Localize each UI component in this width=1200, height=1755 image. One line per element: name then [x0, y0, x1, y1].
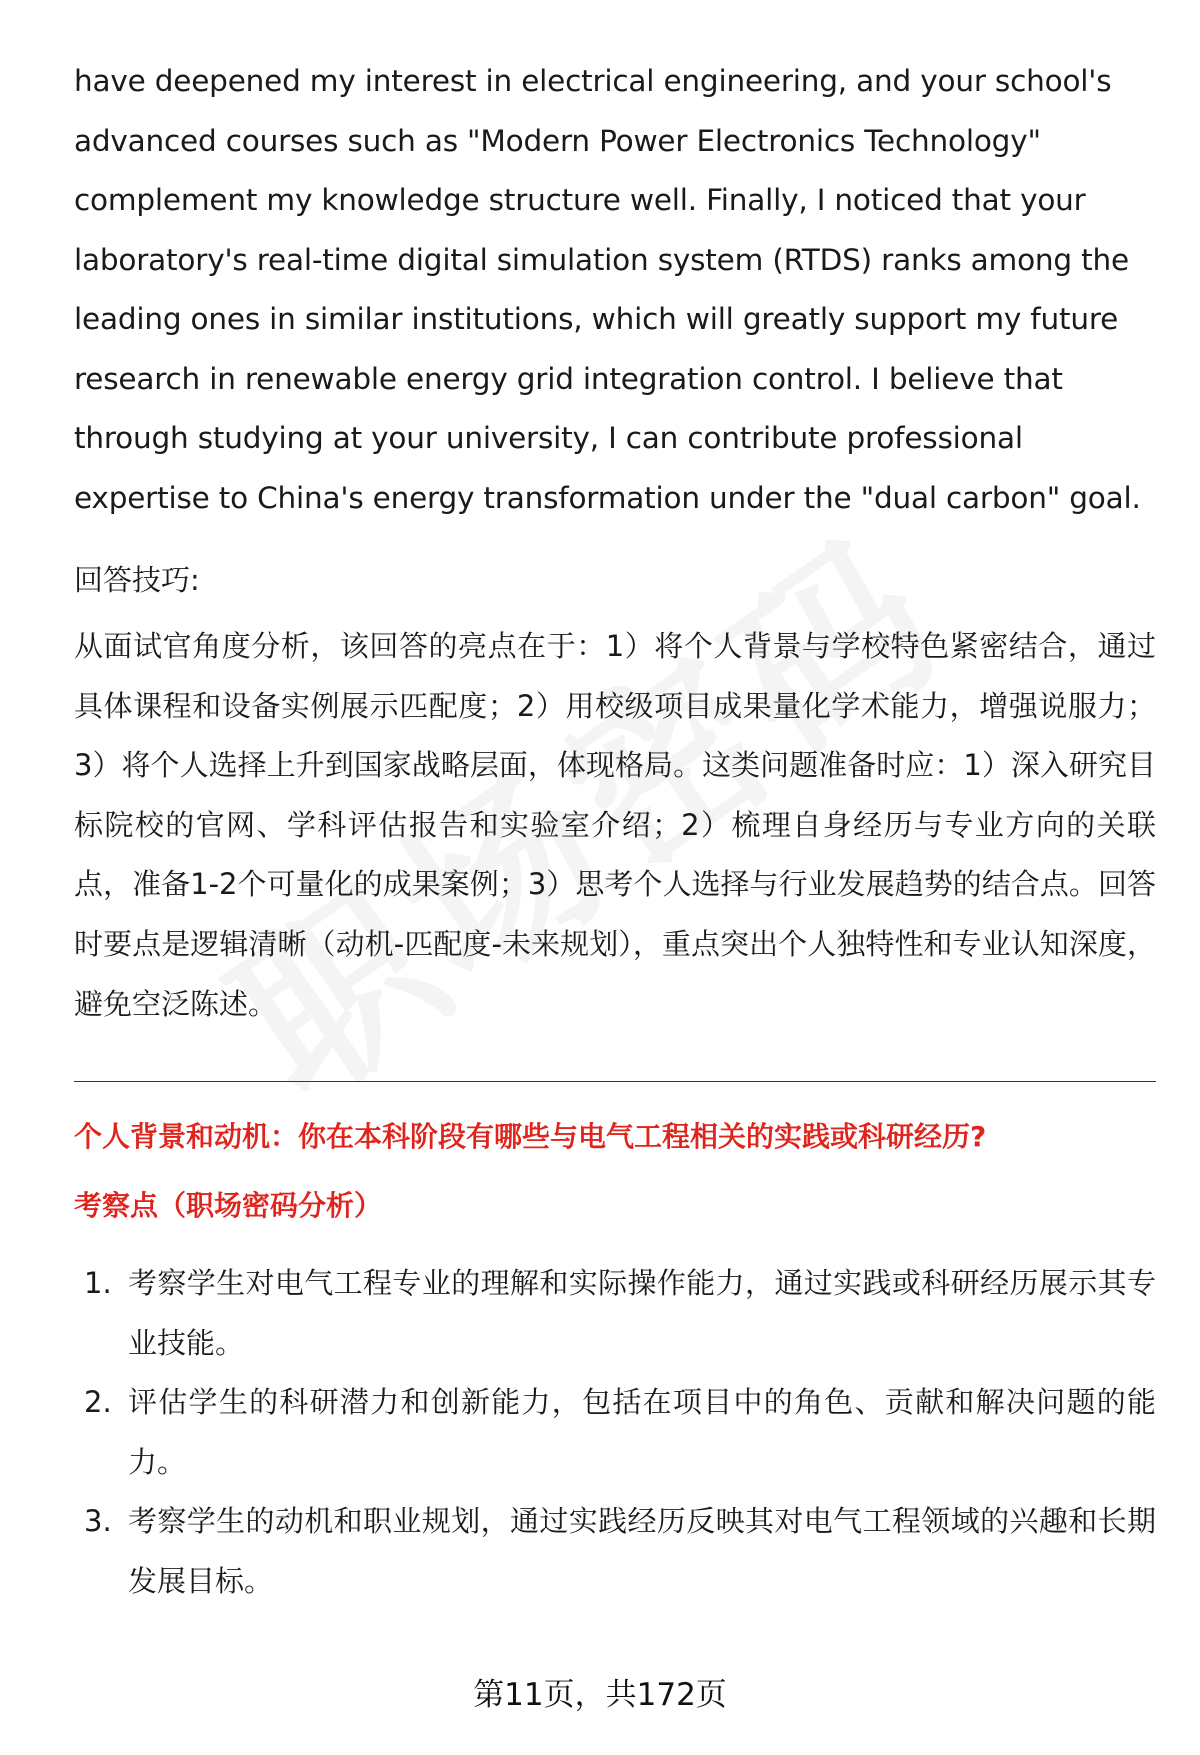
list-item-text: 考察学生对电气工程专业的理解和实际操作能力，通过实践或科研经历展示其专业技能。 [128, 1266, 1156, 1360]
list-item-number: 2. [84, 1385, 112, 1420]
list-item-text: 评估学生的科研潜力和创新能力，包括在项目中的角色、贡献和解决问题的能力。 [128, 1385, 1156, 1479]
list-item [74, 1492, 1156, 1611]
tips-body: 从面试官角度分析，该回答的亮点在于：1）将个人背景与学校特色紧密结合，通过具体课程和设备实例展示匹配度；2）用校级项目成果量化学术能力，增强说服力；3）将个人选择上升到国家战略层面，体现格局。这类问题准备时应：1）深入研究目标院校的官网、学科评估报告和实验室介绍；2）梳理自身经历与专业方向的关联点，准备1-2个可量化的成果案例；3）思考个人选择与行业发展趋势的结合点。回答时要点是逻辑清晰（动机-匹配度-未来规划），重点突出个人独特性和专业认知深度，避免空泛陈述。 [74, 629, 1156, 1021]
question-subtitle: 考察点（职场密码分析） [74, 1189, 383, 1222]
list-item-number: 3. [84, 1504, 112, 1539]
list-item [74, 1373, 1156, 1492]
list-item [74, 1254, 1156, 1373]
list-item-text: 考察学生的动机和职业规划，通过实践经历反映其对电气工程领域的兴趣和长期发展目标。 [128, 1504, 1156, 1598]
list-item-number: 1. [84, 1266, 112, 1300]
tips-heading: 回答技巧: [74, 563, 200, 597]
section-divider [74, 1081, 1156, 1082]
page-number-footer: 第11页，共172页 [473, 1677, 727, 1713]
assessment-points-list [74, 1254, 1156, 1612]
english-answer-paragraph: have deepened my interest in electrical engineering, and your school's advanced courses such as "Modern Power Electronics Technology" complement my knowledge structure well. Finally, I noticed that your laboratory's real-time digital simulation system (RTDS) ranks among the leading ones in similar institutions, which will greatly support my future research in renewable energy grid integration control. I believe that through studying at your university, I can contribute professional expertise to China's energy transformation under the "dual carbon" goal. [74, 64, 1141, 515]
question-title: 个人背景和动机：你在本科阶段有哪些与电气工程相关的实践或科研经历? [74, 1120, 987, 1153]
